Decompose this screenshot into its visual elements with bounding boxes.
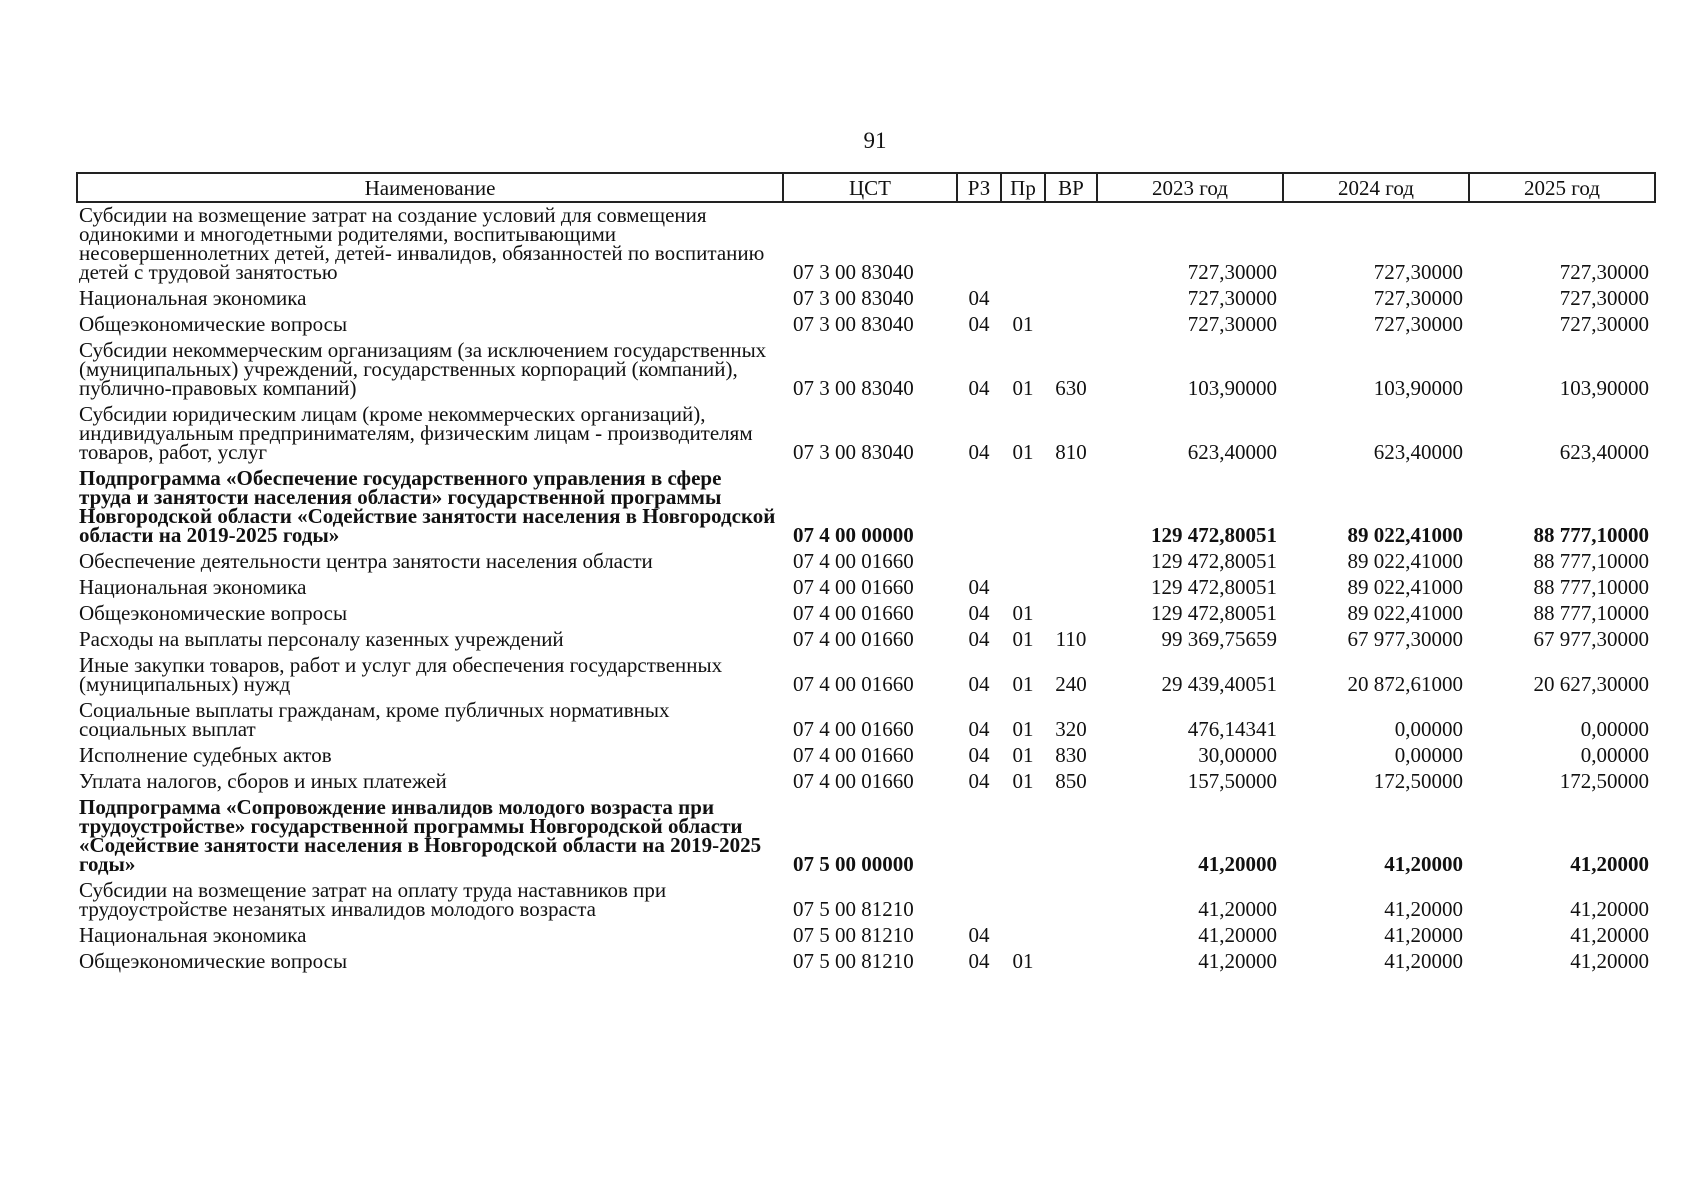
cell-vr [1045,466,1097,549]
cell-y2025: 20 627,30000 [1533,672,1649,696]
cell-y2025: 623,40000 [1559,440,1649,464]
cell-y2023: 41,20000 [1198,923,1277,947]
table-body [77,202,1655,975]
cell-y2024: 623,40000 [1373,440,1463,464]
cell-y2023: 41,20000 [1198,897,1277,921]
cell-y2023: 623,40000 [1187,440,1277,464]
cell-name: Исполнение судебных актов [79,743,332,767]
table-row [77,601,1655,627]
cell-pr [1001,878,1045,923]
cell-name: Субсидии на возмещение затрат на создание условий для совмещения одинокими и многодетными родителями, воспитывающими несовершеннолетних детей, детей- инвалидов, обязанностей по воспитанию детей с трудовой занятостью [79,203,765,284]
table-row [77,743,1655,769]
cell-name: Социальные выплаты гражданам, кроме публичных нормативных социальных выплат [79,698,670,741]
cell-y2023: 41,20000 [1198,852,1277,876]
cell-rz: 04 [968,769,990,793]
cell-cst: 07 4 00 01660 [793,549,914,573]
cell-vr: 110 [1055,627,1087,651]
cell-pr: 01 [1012,376,1034,400]
table-header [77,173,1655,202]
cell-rz: 04 [968,627,990,651]
table-row [77,549,1655,575]
cell-y2025: 41,20000 [1570,923,1649,947]
cell-name: Национальная экономика [79,575,307,599]
cell-pr: 01 [1012,601,1034,625]
header-row [77,173,1655,202]
header-2023: 2023 год [1097,173,1283,202]
cell-y2025: 172,50000 [1559,769,1649,793]
table-row [77,923,1655,949]
cell-rz [957,202,1001,286]
header-2024: 2024 год [1283,173,1469,202]
cell-pr [1001,923,1045,949]
cell-name: Иные закупки товаров, работ и услуг для обеспечения государственных (муниципальных) нужд [79,653,723,696]
cell-y2023: 29 439,40051 [1161,672,1277,696]
cell-y2023: 99 369,75659 [1161,627,1277,651]
table-row [77,878,1655,923]
cell-cst: 07 4 00 01660 [793,717,914,741]
cell-y2024: 0,00000 [1394,743,1463,767]
cell-pr [1001,795,1045,878]
cell-cst: 07 4 00 01660 [793,769,914,793]
table-row [77,286,1655,312]
cell-cst: 07 4 00 01660 [793,672,914,696]
table-row [77,653,1655,698]
cell-name: Национальная экономика [79,923,307,947]
header-cst: ЦСТ [783,173,957,202]
cell-pr: 01 [1012,627,1034,651]
cell-cst: 07 3 00 83040 [793,260,914,284]
cell-rz: 04 [968,923,990,947]
cell-y2025: 41,20000 [1570,852,1649,876]
cell-y2023: 727,30000 [1187,312,1277,336]
cell-cst: 07 4 00 01660 [793,627,914,651]
cell-y2025: 41,20000 [1570,897,1649,921]
cell-vr: 320 [1055,717,1087,741]
cell-name: Субсидии юридическим лицам (кроме некоммерческих организаций), индивидуальным предпринимателям, физическим лицам - производителям товаров, работ, услуг [79,402,753,464]
cell-name: Субсидии некоммерческим организациям (за исключением государственных (муниципальных) учреждений, государственных корпораций (компаний), публично-правовых компаний) [79,338,767,400]
cell-vr: 630 [1055,376,1087,400]
cell-vr [1045,312,1097,338]
cell-pr: 01 [1012,440,1034,464]
header-2025: 2025 год [1469,173,1655,202]
cell-y2025: 103,90000 [1559,376,1649,400]
cell-y2024: 67 977,30000 [1347,627,1463,651]
cell-cst: 07 3 00 83040 [793,376,914,400]
cell-pr [1001,202,1045,286]
cell-vr [1045,601,1097,627]
cell-vr [1045,549,1097,575]
cell-vr [1045,286,1097,312]
cell-y2024: 41,20000 [1384,949,1463,973]
cell-pr: 01 [1012,717,1034,741]
cell-y2025: 727,30000 [1559,312,1649,336]
cell-name: Обеспечение деятельности центра занятости населения области [79,549,653,573]
cell-rz: 04 [968,575,990,599]
cell-cst: 07 5 00 81210 [793,923,914,947]
cell-y2025: 0,00000 [1580,743,1649,767]
cell-cst: 07 3 00 83040 [793,312,914,336]
cell-cst: 07 5 00 81210 [793,949,914,973]
cell-rz: 04 [968,312,990,336]
table-row [77,466,1655,549]
cell-vr [1045,575,1097,601]
page-number: 91 [863,128,887,153]
cell-y2024: 103,90000 [1373,376,1463,400]
cell-y2025: 88 777,10000 [1533,601,1649,625]
cell-y2024: 0,00000 [1394,717,1463,741]
cell-vr [1045,878,1097,923]
header-pr: Пр [1001,173,1045,202]
cell-vr: 810 [1055,440,1087,464]
cell-y2024: 727,30000 [1373,260,1463,284]
cell-y2023: 30,00000 [1198,743,1277,767]
cell-vr: 850 [1055,769,1087,793]
cell-y2023: 129 472,80051 [1151,601,1277,625]
cell-name: Уплата налогов, сборов и иных платежей [79,769,447,793]
cell-y2024: 41,20000 [1384,852,1463,876]
table-row [77,698,1655,743]
cell-pr [1001,286,1045,312]
cell-vr: 830 [1055,743,1087,767]
header-rz: РЗ [957,173,1001,202]
cell-pr [1001,466,1045,549]
cell-y2024: 727,30000 [1373,286,1463,310]
cell-y2023: 157,50000 [1187,769,1277,793]
cell-rz: 04 [968,717,990,741]
cell-name: Субсидии на возмещение затрат на оплату труда наставников при трудоустройстве незанятых инвалидов молодого возраста [79,878,667,921]
cell-y2024: 89 022,41000 [1347,575,1463,599]
cell-y2023: 476,14341 [1187,717,1277,741]
table-row [77,202,1655,286]
cell-pr: 01 [1012,769,1034,793]
cell-name: Общеэкономические вопросы [79,601,348,625]
cell-y2024: 20 872,61000 [1347,672,1463,696]
cell-y2025: 0,00000 [1580,717,1649,741]
cell-pr: 01 [1012,672,1034,696]
cell-pr: 01 [1012,949,1034,973]
cell-y2023: 727,30000 [1187,286,1277,310]
cell-vr [1045,795,1097,878]
cell-y2024: 89 022,41000 [1347,549,1463,573]
cell-y2023: 129 472,80051 [1151,575,1277,599]
cell-rz [957,466,1001,549]
cell-pr [1001,575,1045,601]
table-row [77,338,1655,402]
cell-cst: 07 5 00 81210 [793,897,914,921]
cell-y2024: 89 022,41000 [1347,523,1463,547]
cell-name: Подпрограмма «Обеспечение государственного управления в сфере труда и занятости населения области» государственной программы Новгородской области «Содействие занятости населения в Новгородской области на 2019-2025 годы» [79,466,776,547]
cell-y2025: 67 977,30000 [1533,627,1649,651]
cell-y2023: 41,20000 [1198,949,1277,973]
cell-rz: 04 [968,440,990,464]
cell-cst: 07 4 00 00000 [793,523,914,547]
cell-y2024: 89 022,41000 [1347,601,1463,625]
cell-rz: 04 [968,376,990,400]
cell-y2023: 103,90000 [1187,376,1277,400]
budget-table [76,172,1656,975]
cell-rz [957,549,1001,575]
cell-y2024: 41,20000 [1384,897,1463,921]
cell-cst: 07 4 00 01660 [793,601,914,625]
cell-y2025: 88 777,10000 [1533,549,1649,573]
cell-pr [1001,549,1045,575]
cell-rz: 04 [968,949,990,973]
cell-cst: 07 5 00 00000 [793,852,914,876]
header-name: Наименование [77,173,783,202]
cell-name: Расходы на выплаты персоналу казенных учреждений [79,627,564,651]
cell-y2025: 88 777,10000 [1533,523,1649,547]
cell-name: Общеэкономические вопросы [79,949,348,973]
cell-y2025: 727,30000 [1559,260,1649,284]
cell-rz: 04 [968,601,990,625]
cell-y2023: 129 472,80051 [1151,549,1277,573]
table-row [77,402,1655,466]
cell-y2025: 727,30000 [1559,286,1649,310]
cell-cst: 07 3 00 83040 [793,440,914,464]
cell-rz: 04 [968,743,990,767]
cell-cst: 07 3 00 83040 [793,286,914,310]
cell-name: Национальная экономика [79,286,307,310]
cell-y2024: 172,50000 [1373,769,1463,793]
cell-vr [1045,202,1097,286]
table-row [77,575,1655,601]
cell-cst: 07 4 00 01660 [793,575,914,599]
cell-vr: 240 [1055,672,1087,696]
cell-y2024: 41,20000 [1384,923,1463,947]
cell-vr [1045,923,1097,949]
cell-name: Подпрограмма «Сопровождение инвалидов молодого возраста при трудоустройстве» государственной программы Новгородской области «Содействие занятости населения в Новгородской области на 2019-2025 годы» [79,795,762,876]
cell-vr [1045,949,1097,975]
cell-name: Общеэкономические вопросы [79,312,348,336]
table-row [77,795,1655,878]
cell-y2023: 727,30000 [1187,260,1277,284]
table-row [77,312,1655,338]
table-row [77,627,1655,653]
cell-rz: 04 [968,286,990,310]
cell-y2024: 727,30000 [1373,312,1463,336]
table-row [77,769,1655,795]
cell-y2025: 88 777,10000 [1533,575,1649,599]
cell-pr: 01 [1012,312,1034,336]
cell-y2025: 41,20000 [1570,949,1649,973]
cell-rz [957,878,1001,923]
table-row [77,949,1655,975]
header-vr: ВР [1045,173,1097,202]
cell-y2023: 129 472,80051 [1151,523,1277,547]
cell-pr: 01 [1012,743,1034,767]
cell-rz [957,795,1001,878]
cell-rz: 04 [968,672,990,696]
cell-cst: 07 4 00 01660 [793,743,914,767]
